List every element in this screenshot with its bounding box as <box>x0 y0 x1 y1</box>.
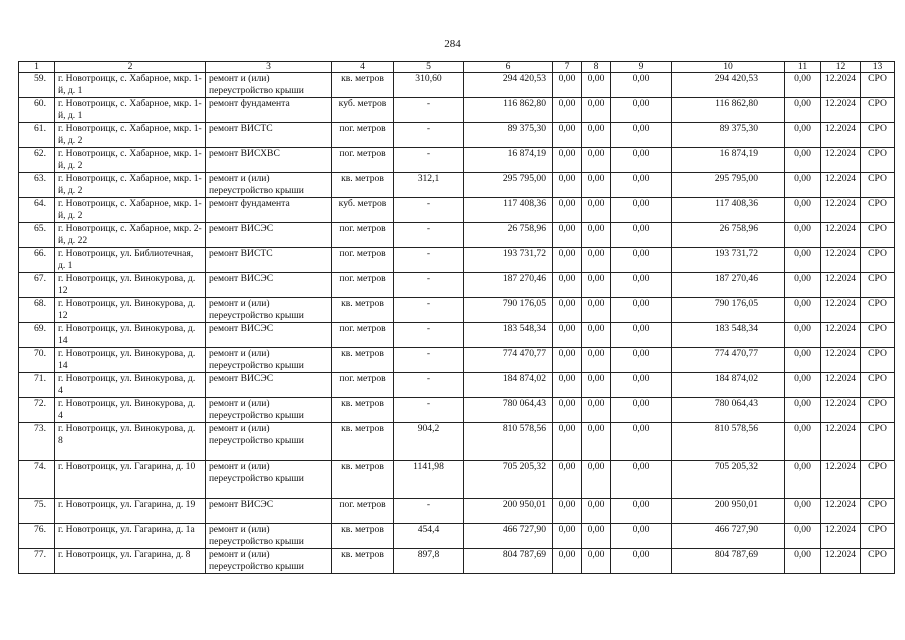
address-cell: г. Новотроицк, с. Хабарное, мкр. 1-й, д. 2 <box>55 123 206 148</box>
total-cost-cell: 790 176,05 <box>464 298 553 323</box>
total-cost-cell: 295 795,00 <box>464 173 553 198</box>
column-number: 3 <box>206 62 332 73</box>
work-type-cell: ремонт и (или) переустройство крыши <box>206 524 332 549</box>
table-row <box>19 223 895 248</box>
total-cost-cell: 810 578,56 <box>464 423 553 461</box>
address-cell: г. Новотроицк, ул. Винокурова, д. 4 <box>55 373 206 398</box>
col8-cell: 0,00 <box>582 273 611 298</box>
method-cell: СРО <box>861 461 895 499</box>
col7-cell: 0,00 <box>553 423 582 461</box>
col11-cell: 0,00 <box>785 273 821 298</box>
col9-cell: 0,00 <box>611 549 672 574</box>
unit-cell: пог. метров <box>332 148 394 173</box>
quantity-cell: - <box>394 123 464 148</box>
col11-cell: 0,00 <box>785 423 821 461</box>
col8-cell: 0,00 <box>582 148 611 173</box>
col11-cell: 0,00 <box>785 398 821 423</box>
col11-cell: 0,00 <box>785 549 821 574</box>
col11-cell: 0,00 <box>785 298 821 323</box>
column-number: 10 <box>672 62 785 73</box>
completion-date-cell: 12.2024 <box>821 223 861 248</box>
col11-cell: 0,00 <box>785 461 821 499</box>
unit-cell: куб. метров <box>332 98 394 123</box>
address-cell: г. Новотроицк, ул. Винокурова, д. 14 <box>55 323 206 348</box>
col9-cell: 0,00 <box>611 398 672 423</box>
col10-cell: 117 408,36 <box>672 198 785 223</box>
row-number: 75. <box>19 499 55 524</box>
row-number: 71. <box>19 373 55 398</box>
col8-cell: 0,00 <box>582 461 611 499</box>
method-cell: СРО <box>861 98 895 123</box>
row-number: 73. <box>19 423 55 461</box>
col7-cell: 0,00 <box>553 323 582 348</box>
col8-cell: 0,00 <box>582 524 611 549</box>
method-cell: СРО <box>861 323 895 348</box>
table-row <box>19 148 895 173</box>
col8-cell: 0,00 <box>582 499 611 524</box>
col10-cell: 790 176,05 <box>672 298 785 323</box>
row-number: 68. <box>19 298 55 323</box>
col7-cell: 0,00 <box>553 123 582 148</box>
col11-cell: 0,00 <box>785 173 821 198</box>
quantity-cell: - <box>394 148 464 173</box>
col7-cell: 0,00 <box>553 98 582 123</box>
col7-cell: 0,00 <box>553 248 582 273</box>
work-type-cell: ремонт и (или) переустройство крыши <box>206 461 332 499</box>
table-row <box>19 173 895 198</box>
row-number: 64. <box>19 198 55 223</box>
completion-date-cell: 12.2024 <box>821 461 861 499</box>
address-cell: г. Новотроицк, ул. Гагарина, д. 1а <box>55 524 206 549</box>
col9-cell: 0,00 <box>611 423 672 461</box>
table-row <box>19 524 895 549</box>
quantity-cell: 904,2 <box>394 423 464 461</box>
work-type-cell: ремонт ВИСЭС <box>206 373 332 398</box>
col7-cell: 0,00 <box>553 198 582 223</box>
col7-cell: 0,00 <box>553 549 582 574</box>
table-row <box>19 549 895 574</box>
unit-cell: кв. метров <box>332 298 394 323</box>
method-cell: СРО <box>861 348 895 373</box>
table-row <box>19 98 895 123</box>
row-number: 59. <box>19 73 55 98</box>
address-cell: г. Новотроицк, ул. Гагарина, д. 19 <box>55 499 206 524</box>
unit-cell: пог. метров <box>332 248 394 273</box>
method-cell: СРО <box>861 499 895 524</box>
completion-date-cell: 12.2024 <box>821 198 861 223</box>
total-cost-cell: 774 470,77 <box>464 348 553 373</box>
col11-cell: 0,00 <box>785 73 821 98</box>
table-row <box>19 73 895 98</box>
work-type-cell: ремонт и (или) переустройство крыши <box>206 423 332 461</box>
col9-cell: 0,00 <box>611 98 672 123</box>
quantity-cell: - <box>394 248 464 273</box>
col8-cell: 0,00 <box>582 348 611 373</box>
col10-cell: 193 731,72 <box>672 248 785 273</box>
quantity-cell: - <box>394 223 464 248</box>
method-cell: СРО <box>861 123 895 148</box>
row-number: 74. <box>19 461 55 499</box>
col7-cell: 0,00 <box>553 298 582 323</box>
total-cost-cell: 705 205,32 <box>464 461 553 499</box>
total-cost-cell: 294 420,53 <box>464 73 553 98</box>
col7-cell: 0,00 <box>553 173 582 198</box>
table-row <box>19 398 895 423</box>
method-cell: СРО <box>861 524 895 549</box>
completion-date-cell: 12.2024 <box>821 273 861 298</box>
column-number: 13 <box>861 62 895 73</box>
method-cell: СРО <box>861 549 895 574</box>
col11-cell: 0,00 <box>785 323 821 348</box>
address-cell: г. Новотроицк, ул. Винокурова, д. 12 <box>55 273 206 298</box>
completion-date-cell: 12.2024 <box>821 423 861 461</box>
address-cell: г. Новотроицк, ул. Винокурова, д. 12 <box>55 298 206 323</box>
unit-cell: пог. метров <box>332 273 394 298</box>
table-row <box>19 373 895 398</box>
column-number: 11 <box>785 62 821 73</box>
address-cell: г. Новотроицк, ул. Винокурова, д. 4 <box>55 398 206 423</box>
address-cell: г. Новотроицк, с. Хабарное, мкр. 1-й, д. 1 <box>55 73 206 98</box>
col9-cell: 0,00 <box>611 123 672 148</box>
col8-cell: 0,00 <box>582 323 611 348</box>
work-type-cell: ремонт и (или) переустройство крыши <box>206 348 332 373</box>
unit-cell: кв. метров <box>332 461 394 499</box>
col8-cell: 0,00 <box>582 223 611 248</box>
completion-date-cell: 12.2024 <box>821 123 861 148</box>
method-cell: СРО <box>861 298 895 323</box>
row-number: 62. <box>19 148 55 173</box>
work-type-cell: ремонт ВИСТС <box>206 123 332 148</box>
column-number: 6 <box>464 62 553 73</box>
quantity-cell: 897,8 <box>394 549 464 574</box>
row-number: 66. <box>19 248 55 273</box>
completion-date-cell: 12.2024 <box>821 173 861 198</box>
col10-cell: 705 205,32 <box>672 461 785 499</box>
col8-cell: 0,00 <box>582 98 611 123</box>
unit-cell: пог. метров <box>332 223 394 248</box>
method-cell: СРО <box>861 373 895 398</box>
total-cost-cell: 187 270,46 <box>464 273 553 298</box>
quantity-cell: 454,4 <box>394 524 464 549</box>
quantity-cell: 312,1 <box>394 173 464 198</box>
col8-cell: 0,00 <box>582 373 611 398</box>
col10-cell: 16 874,19 <box>672 148 785 173</box>
completion-date-cell: 12.2024 <box>821 348 861 373</box>
quantity-cell: 310,60 <box>394 73 464 98</box>
table-row <box>19 348 895 373</box>
col10-cell: 295 795,00 <box>672 173 785 198</box>
total-cost-cell: 183 548,34 <box>464 323 553 348</box>
unit-cell: кв. метров <box>332 423 394 461</box>
total-cost-cell: 466 727,90 <box>464 524 553 549</box>
col8-cell: 0,00 <box>582 123 611 148</box>
col9-cell: 0,00 <box>611 499 672 524</box>
col9-cell: 0,00 <box>611 348 672 373</box>
col9-cell: 0,00 <box>611 223 672 248</box>
total-cost-cell: 780 064,43 <box>464 398 553 423</box>
work-type-cell: ремонт ВИСЭС <box>206 499 332 524</box>
completion-date-cell: 12.2024 <box>821 98 861 123</box>
method-cell: СРО <box>861 398 895 423</box>
total-cost-cell: 804 787,69 <box>464 549 553 574</box>
col9-cell: 0,00 <box>611 198 672 223</box>
completion-date-cell: 12.2024 <box>821 373 861 398</box>
col10-cell: 116 862,80 <box>672 98 785 123</box>
col8-cell: 0,00 <box>582 298 611 323</box>
method-cell: СРО <box>861 148 895 173</box>
address-cell: г. Новотроицк, с. Хабарное, мкр. 1-й, д. 1 <box>55 98 206 123</box>
col9-cell: 0,00 <box>611 373 672 398</box>
address-cell: г. Новотроицк, ул. Гагарина, д. 8 <box>55 549 206 574</box>
address-cell: г. Новотроицк, с. Хабарное, мкр. 1-й, д. 2 <box>55 173 206 198</box>
unit-cell: кв. метров <box>332 73 394 98</box>
col11-cell: 0,00 <box>785 373 821 398</box>
unit-cell: кв. метров <box>332 348 394 373</box>
col7-cell: 0,00 <box>553 148 582 173</box>
col11-cell: 0,00 <box>785 248 821 273</box>
total-cost-cell: 117 408,36 <box>464 198 553 223</box>
row-number: 77. <box>19 549 55 574</box>
table-row <box>19 198 895 223</box>
work-type-cell: ремонт ВИСЭС <box>206 273 332 298</box>
quantity-cell: - <box>394 398 464 423</box>
total-cost-cell: 26 758,96 <box>464 223 553 248</box>
quantity-cell: - <box>394 373 464 398</box>
col8-cell: 0,00 <box>582 398 611 423</box>
table-row <box>19 499 895 524</box>
unit-cell: куб. метров <box>332 198 394 223</box>
column-number: 9 <box>611 62 672 73</box>
method-cell: СРО <box>861 223 895 248</box>
col11-cell: 0,00 <box>785 98 821 123</box>
col8-cell: 0,00 <box>582 173 611 198</box>
completion-date-cell: 12.2024 <box>821 524 861 549</box>
quantity-cell: - <box>394 348 464 373</box>
address-cell: г. Новотроицк, ул. Винокурова, д. 14 <box>55 348 206 373</box>
address-cell: г. Новотроицк, ул. Гагарина, д. 10 <box>55 461 206 499</box>
col9-cell: 0,00 <box>611 73 672 98</box>
method-cell: СРО <box>861 273 895 298</box>
work-type-cell: ремонт и (или) переустройство крыши <box>206 398 332 423</box>
completion-date-cell: 12.2024 <box>821 398 861 423</box>
address-cell: г. Новотроицк, с. Хабарное, мкр. 1-й, д. 2 <box>55 198 206 223</box>
row-number: 72. <box>19 398 55 423</box>
col9-cell: 0,00 <box>611 298 672 323</box>
work-type-cell: ремонт ВИСТС <box>206 248 332 273</box>
row-number: 69. <box>19 323 55 348</box>
col9-cell: 0,00 <box>611 248 672 273</box>
col9-cell: 0,00 <box>611 323 672 348</box>
col8-cell: 0,00 <box>582 549 611 574</box>
total-cost-cell: 184 874,02 <box>464 373 553 398</box>
page-number: 284 <box>444 38 461 50</box>
address-cell: г. Новотроицк, ул. Библиотечная, д. 1 <box>55 248 206 273</box>
col11-cell: 0,00 <box>785 223 821 248</box>
unit-cell: кв. метров <box>332 173 394 198</box>
column-number: 12 <box>821 62 861 73</box>
total-cost-cell: 116 862,80 <box>464 98 553 123</box>
col10-cell: 200 950,01 <box>672 499 785 524</box>
col7-cell: 0,00 <box>553 524 582 549</box>
address-cell: г. Новотроицк, с. Хабарное, мкр. 2-й, д. 22 <box>55 223 206 248</box>
method-cell: СРО <box>861 423 895 461</box>
total-cost-cell: 16 874,19 <box>464 148 553 173</box>
completion-date-cell: 12.2024 <box>821 323 861 348</box>
total-cost-cell: 89 375,30 <box>464 123 553 148</box>
col10-cell: 187 270,46 <box>672 273 785 298</box>
col10-cell: 183 548,34 <box>672 323 785 348</box>
col7-cell: 0,00 <box>553 223 582 248</box>
work-type-cell: ремонт и (или) переустройство крыши <box>206 73 332 98</box>
work-type-cell: ремонт фундамента <box>206 98 332 123</box>
col10-cell: 774 470,77 <box>672 348 785 373</box>
row-number: 60. <box>19 98 55 123</box>
col11-cell: 0,00 <box>785 499 821 524</box>
column-number: 4 <box>332 62 394 73</box>
completion-date-cell: 12.2024 <box>821 148 861 173</box>
col10-cell: 184 874,02 <box>672 373 785 398</box>
col10-cell: 466 727,90 <box>672 524 785 549</box>
column-number: 5 <box>394 62 464 73</box>
work-type-cell: ремонт фундамента <box>206 198 332 223</box>
table-row <box>19 123 895 148</box>
col9-cell: 0,00 <box>611 524 672 549</box>
col11-cell: 0,00 <box>785 524 821 549</box>
col9-cell: 0,00 <box>611 461 672 499</box>
col8-cell: 0,00 <box>582 198 611 223</box>
work-type-cell: ремонт и (или) переустройство крыши <box>206 298 332 323</box>
address-cell: г. Новотроицк, с. Хабарное, мкр. 1-й, д. 2 <box>55 148 206 173</box>
unit-cell: пог. метров <box>332 373 394 398</box>
col10-cell: 780 064,43 <box>672 398 785 423</box>
completion-date-cell: 12.2024 <box>821 549 861 574</box>
col10-cell: 26 758,96 <box>672 223 785 248</box>
column-number: 8 <box>582 62 611 73</box>
table-row <box>19 423 895 461</box>
total-cost-cell: 193 731,72 <box>464 248 553 273</box>
quantity-cell: 1141,98 <box>394 461 464 499</box>
col7-cell: 0,00 <box>553 499 582 524</box>
completion-date-cell: 12.2024 <box>821 298 861 323</box>
column-number-row <box>19 62 895 73</box>
row-number: 65. <box>19 223 55 248</box>
row-number: 70. <box>19 348 55 373</box>
col9-cell: 0,00 <box>611 148 672 173</box>
method-cell: СРО <box>861 73 895 98</box>
col8-cell: 0,00 <box>582 73 611 98</box>
completion-date-cell: 12.2024 <box>821 499 861 524</box>
work-type-cell: ремонт и (или) переустройство крыши <box>206 173 332 198</box>
unit-cell: пог. метров <box>332 499 394 524</box>
unit-cell: кв. метров <box>332 524 394 549</box>
work-type-cell: ремонт ВИСХВС <box>206 148 332 173</box>
address-cell: г. Новотроицк, ул. Винокурова, д. 8 <box>55 423 206 461</box>
col10-cell: 294 420,53 <box>672 73 785 98</box>
unit-cell: пог. метров <box>332 123 394 148</box>
col11-cell: 0,00 <box>785 123 821 148</box>
row-number: 76. <box>19 524 55 549</box>
work-type-cell: ремонт ВИСЭС <box>206 223 332 248</box>
col7-cell: 0,00 <box>553 373 582 398</box>
quantity-cell: - <box>394 499 464 524</box>
quantity-cell: - <box>394 323 464 348</box>
column-number: 7 <box>553 62 582 73</box>
table-row <box>19 298 895 323</box>
unit-cell: кв. метров <box>332 398 394 423</box>
col7-cell: 0,00 <box>553 348 582 373</box>
table-row <box>19 461 895 499</box>
unit-cell: пог. метров <box>332 323 394 348</box>
col9-cell: 0,00 <box>611 173 672 198</box>
row-number: 67. <box>19 273 55 298</box>
unit-cell: кв. метров <box>332 549 394 574</box>
col7-cell: 0,00 <box>553 398 582 423</box>
method-cell: СРО <box>861 198 895 223</box>
col7-cell: 0,00 <box>553 461 582 499</box>
completion-date-cell: 12.2024 <box>821 248 861 273</box>
total-cost-cell: 200 950,01 <box>464 499 553 524</box>
col7-cell: 0,00 <box>553 273 582 298</box>
quantity-cell: - <box>394 98 464 123</box>
col9-cell: 0,00 <box>611 273 672 298</box>
quantity-cell: - <box>394 198 464 223</box>
work-type-cell: ремонт и (или) переустройство крыши <box>206 549 332 574</box>
method-cell: СРО <box>861 173 895 198</box>
quantity-cell: - <box>394 273 464 298</box>
table-row <box>19 273 895 298</box>
col11-cell: 0,00 <box>785 148 821 173</box>
col10-cell: 89 375,30 <box>672 123 785 148</box>
completion-date-cell: 12.2024 <box>821 73 861 98</box>
column-number: 1 <box>19 62 55 73</box>
col10-cell: 804 787,69 <box>672 549 785 574</box>
table-row <box>19 248 895 273</box>
col10-cell: 810 578,56 <box>672 423 785 461</box>
col7-cell: 0,00 <box>553 73 582 98</box>
quantity-cell: - <box>394 298 464 323</box>
row-number: 61. <box>19 123 55 148</box>
col11-cell: 0,00 <box>785 348 821 373</box>
col8-cell: 0,00 <box>582 248 611 273</box>
col11-cell: 0,00 <box>785 198 821 223</box>
table-body <box>19 73 895 574</box>
repair-schedule-table <box>18 61 895 574</box>
col8-cell: 0,00 <box>582 423 611 461</box>
table-row <box>19 323 895 348</box>
column-number: 2 <box>55 62 206 73</box>
row-number: 63. <box>19 173 55 198</box>
work-type-cell: ремонт ВИСЭС <box>206 323 332 348</box>
method-cell: СРО <box>861 248 895 273</box>
